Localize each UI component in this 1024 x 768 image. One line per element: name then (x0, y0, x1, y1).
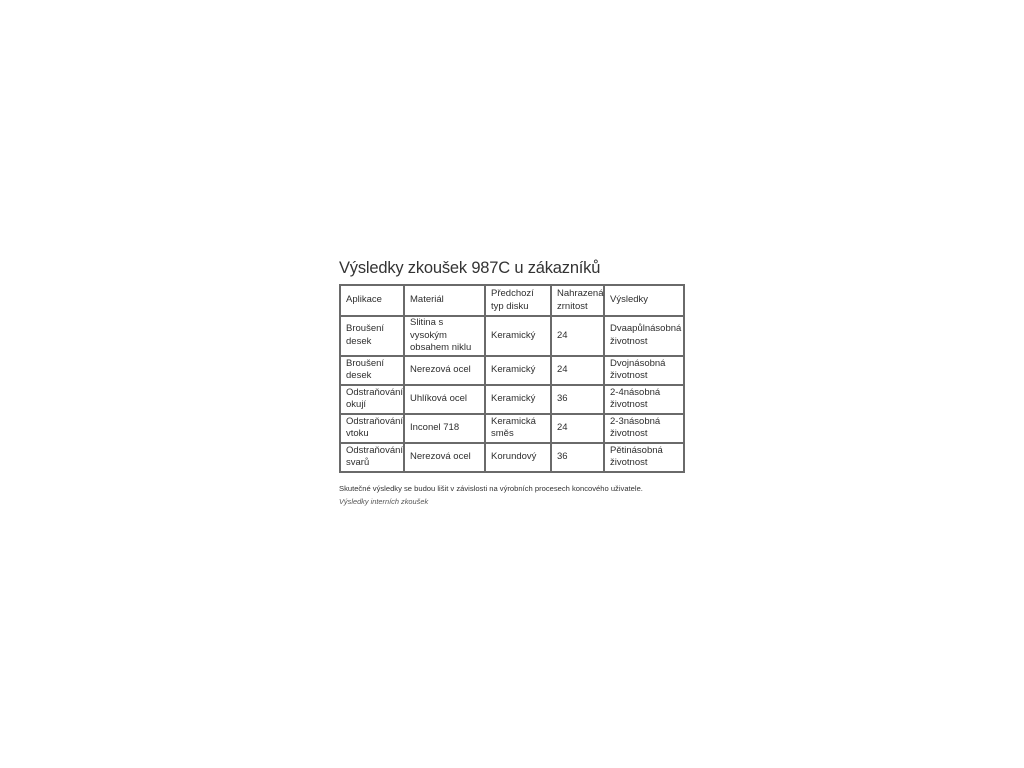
cell-replaced-grit: 24 (551, 316, 604, 356)
footnote: Skutečné výsledky se budou lišit v závislosti na výrobních procesech koncového uživatele. (339, 483, 643, 493)
page-title: Výsledky zkoušek 987C u zákazníků (339, 259, 601, 277)
table-row (340, 385, 684, 414)
cell-results: Dvojnásobná životnost (604, 356, 684, 385)
cell-previous-disk-type: Keramický (485, 356, 551, 385)
document-block (339, 258, 684, 509)
cell-application: Odstraňování okují (340, 385, 404, 414)
cell-material: Inconel 718 (404, 414, 485, 443)
table-header-row (340, 285, 684, 316)
cell-replaced-grit: 36 (551, 385, 604, 414)
cell-replaced-grit: 24 (551, 414, 604, 443)
cell-application: Odstraňování svarů (340, 443, 404, 472)
table-row (340, 414, 684, 443)
cell-application: Broušení desek (340, 316, 404, 356)
header-application: Aplikace (340, 285, 404, 316)
cell-results: 2-3násobná životnost (604, 414, 684, 443)
cell-material: Uhlíková ocel (404, 385, 485, 414)
cell-previous-disk-type: Keramická směs (485, 414, 551, 443)
cell-results: Pětinásobná životnost (604, 443, 684, 472)
cell-previous-disk-type: Korundový (485, 443, 551, 472)
cell-material: Slitina s vysokým obsahem niklu (404, 316, 485, 356)
cell-material: Nerezová ocel (404, 443, 485, 472)
header-replaced-grit: Nahrazená zrnitost (551, 285, 604, 316)
cell-application: Odstraňování vtoku (340, 414, 404, 443)
cell-previous-disk-type: Keramický (485, 316, 551, 356)
header-material: Materiál (404, 285, 485, 316)
cell-application: Broušení desek (340, 356, 404, 385)
source-note: Výsledky interních zkoušek (339, 496, 429, 506)
cell-previous-disk-type: Keramický (485, 385, 551, 414)
header-results: Výsledky (604, 285, 684, 316)
cell-material: Nerezová ocel (404, 356, 485, 385)
table-row (340, 443, 684, 472)
cell-results: 2-4násobná životnost (604, 385, 684, 414)
cell-results: Dvaapůlnásobná životnost (604, 316, 684, 356)
table-row (340, 356, 684, 385)
results-table (339, 284, 685, 473)
cell-replaced-grit: 24 (551, 356, 604, 385)
header-previous-disk-type: Předchozí typ disku (485, 285, 551, 316)
cell-replaced-grit: 36 (551, 443, 604, 472)
table-row (340, 316, 684, 356)
